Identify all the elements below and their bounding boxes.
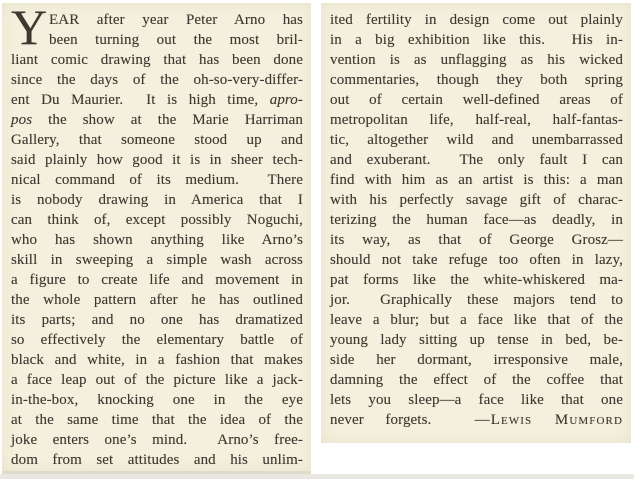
text-line bbox=[11, 90, 303, 110]
text-segment: in-the-box, knocking one in the eye bbox=[11, 392, 303, 408]
text-segment: commentaries, though they both spring bbox=[330, 72, 623, 88]
text-line bbox=[330, 210, 623, 230]
text-line bbox=[11, 410, 303, 430]
text-segment: damning the effect of the coffee that bbox=[330, 372, 623, 388]
text-segment: skill in sweeping a simple wash across bbox=[11, 252, 303, 268]
text-line bbox=[330, 10, 623, 30]
text-segment: side her dormant, irresponsive male, bbox=[330, 352, 623, 368]
text-segment: terizing the human face—as deadly, in bbox=[330, 212, 623, 228]
text-segment: jor. Graphically these majors tend to bbox=[330, 292, 623, 308]
text-segment: tic, altogether wild and unembarrassed bbox=[330, 132, 623, 148]
text-line bbox=[330, 370, 623, 390]
text-segment: young lady sitting up tense in bed, be- bbox=[330, 332, 623, 348]
text-segment: vention is as unflagging as his wicked bbox=[330, 52, 623, 68]
text-segment: ited fertility in design come out plainly bbox=[330, 12, 623, 28]
text-segment: dom from set attitudes and his unlim- bbox=[11, 452, 303, 468]
text-line bbox=[11, 170, 303, 190]
text-segment: and exuberant. The only fault I can bbox=[330, 152, 623, 168]
text-segment: in a big exhibition like this. His in- bbox=[330, 32, 623, 48]
right-column-lines bbox=[321, 3, 631, 430]
text-line bbox=[11, 350, 303, 370]
text-line bbox=[11, 250, 303, 270]
text-segment: metropolitan life, half-real, half-fantas- bbox=[330, 112, 623, 128]
text-segment: said plainly how good it is in sheer tech- bbox=[11, 152, 303, 168]
text-segment: can think of, except possibly Noguchi, bbox=[11, 212, 303, 228]
text-segment: is nobody drawing in America that I bbox=[11, 192, 303, 208]
text-line bbox=[11, 310, 303, 330]
text-line bbox=[11, 390, 303, 410]
text-line bbox=[11, 450, 303, 470]
text-line bbox=[330, 330, 623, 350]
text-line bbox=[330, 90, 623, 110]
text-segment-smallcaps: —Lewis Mumford bbox=[474, 412, 623, 428]
text-segment-italic: pos bbox=[11, 112, 33, 128]
text-segment: since the days of the oh-so-very-differ- bbox=[11, 72, 303, 88]
text-line bbox=[11, 370, 303, 390]
text-segment: leave a blur; but a face like that of the bbox=[330, 312, 623, 328]
text-segment: been turning out the most bril- bbox=[49, 32, 303, 48]
text-line bbox=[11, 210, 303, 230]
text-segment: nical command of its medium. There bbox=[11, 172, 303, 188]
text-segment: Gallery, that someone stood up and bbox=[11, 132, 303, 148]
text-segment: the show at the Marie Harriman bbox=[32, 112, 303, 128]
drop-cap: Y bbox=[11, 0, 48, 55]
text-line bbox=[330, 130, 623, 150]
text-segment: its parts; and no one has dramatized bbox=[11, 312, 303, 328]
text-segment: ent Du Maurier. It is high time, bbox=[11, 92, 270, 108]
text-segment: its way, as that of George Grosz— bbox=[330, 232, 623, 248]
text-line bbox=[330, 30, 623, 50]
text-line bbox=[11, 110, 303, 130]
text-segment: a face leap out of the picture like a jack- bbox=[11, 372, 303, 388]
text-segment: at the same time that the idea of the bbox=[11, 412, 303, 428]
text-segment: never forgets. bbox=[330, 412, 475, 428]
text-segment: joke enters one’s mind. Arno’s free- bbox=[11, 432, 303, 448]
text-line bbox=[330, 170, 623, 190]
text-segment: with his perfectly savage gift of charac- bbox=[330, 192, 623, 208]
text-segment-italic: apro- bbox=[269, 92, 303, 108]
text-line bbox=[11, 50, 303, 70]
left-column-lines bbox=[2, 0, 311, 470]
text-line bbox=[330, 110, 623, 130]
text-line bbox=[11, 130, 303, 150]
text-line bbox=[330, 390, 623, 410]
text-segment: who has shown anything like Arno’s bbox=[11, 232, 303, 248]
text-line bbox=[11, 70, 303, 90]
text-line bbox=[330, 50, 623, 70]
text-line bbox=[330, 230, 623, 250]
text-line bbox=[11, 190, 303, 210]
text-segment: EAR after year Peter Arno has bbox=[49, 12, 303, 28]
text-line bbox=[330, 150, 623, 170]
text-line bbox=[330, 250, 623, 270]
text-line bbox=[330, 270, 623, 290]
text-line bbox=[330, 70, 623, 90]
text-line bbox=[11, 290, 303, 310]
right-text-column bbox=[321, 3, 631, 443]
left-text-column bbox=[2, 0, 311, 471]
text-segment: out of certain well-defined areas of bbox=[330, 92, 623, 108]
text-line bbox=[330, 310, 623, 330]
text-segment: lets you sleep—a face like that one bbox=[330, 392, 623, 408]
text-segment: liant comic drawing that has been done bbox=[11, 52, 303, 68]
text-segment: should not take refuge too often in lazy, bbox=[330, 252, 623, 268]
text-segment: the whole pattern after he has outlined bbox=[11, 292, 303, 308]
text-line bbox=[330, 410, 623, 430]
text-line bbox=[11, 430, 303, 450]
text-segment: black and white, in a fashion that makes bbox=[11, 352, 303, 368]
page-edge-strip bbox=[0, 474, 634, 479]
text-line bbox=[330, 190, 623, 210]
text-line bbox=[11, 230, 303, 250]
text-line bbox=[11, 10, 303, 30]
text-line bbox=[11, 270, 303, 290]
text-segment: pat forms like the white-whiskered ma- bbox=[330, 272, 623, 288]
text-segment: so effectively the elementary battle of bbox=[11, 332, 303, 348]
text-line bbox=[11, 150, 303, 170]
text-line bbox=[330, 290, 623, 310]
text-segment: find with him as an artist is this: a man bbox=[330, 172, 623, 188]
text-segment: a figure to create life and movement in bbox=[11, 272, 303, 288]
text-line bbox=[11, 30, 303, 50]
text-line bbox=[330, 350, 623, 370]
text-line bbox=[11, 330, 303, 350]
